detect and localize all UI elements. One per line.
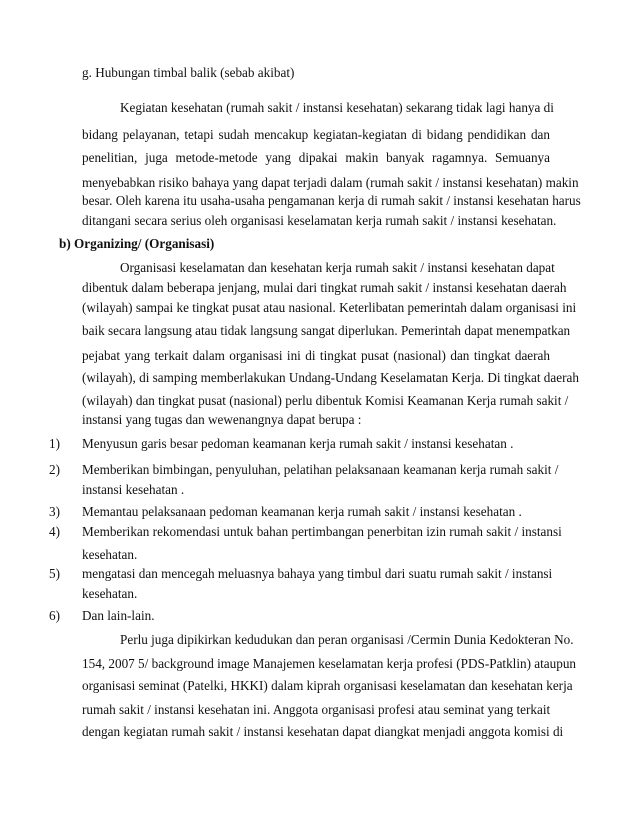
closing-paragraph-line: 154, 2007 5/ background image Manajemen keselamatan kerja profesi (PDS-Patklin) ataupun	[82, 656, 577, 671]
section-g-paragraph-line: ditangani secara serius oleh organisasi keselamatan kerja rumah sakit / instansi kesehatan.	[82, 213, 557, 228]
list-item-number: 6)	[49, 608, 60, 623]
section-b-paragraph-line: (wilayah) dan tingkat pusat (nasional) perlu dibentuk Komisi Keamanan Kerja rumah sakit /	[82, 393, 569, 408]
section-b-paragraph-line: Organisasi keselamatan dan kesehatan kerja rumah sakit / instansi kesehatan dapat	[120, 260, 555, 275]
list-item-text: Dan lain-lain.	[82, 608, 155, 623]
list-item-text: kesehatan.	[82, 586, 138, 601]
list-item-text: Memberikan bimbingan, penyuluhan, pelatihan pelaksanaan keamanan kerja rumah sakit /	[82, 462, 559, 477]
list-item-text: mengatasi dan mencegah meluasnya bahaya yang timbul dari suatu rumah sakit / instansi	[82, 566, 553, 581]
closing-paragraph-line: organisasi seminat (Patelki, HKKI) dalam kiprah organisasi keselamatan dan kesehatan kerja	[82, 678, 573, 693]
closing-paragraph-line: rumah sakit / instansi kesehatan ini. Anggota organisasi profesi atau seminat yang terkait	[82, 702, 551, 717]
section-g-paragraph-line: menyebabkan risiko bahaya yang dapat terjadi dalam (rumah sakit / instansi kesehatan) makin	[82, 175, 579, 190]
section-b-paragraph-line: instansi yang tugas dan wewenangnya dapat berupa :	[82, 412, 362, 427]
section-b-heading: b) Organizing/ (Organisasi)	[59, 236, 215, 251]
list-item-text: Memantau pelaksanaan pedoman keamanan kerja rumah sakit / instansi kesehatan .	[82, 504, 522, 519]
section-g-paragraph-line: penelitian, juga metode-metode yang dipakai makin banyak ragamnya. Semuanya	[82, 150, 550, 165]
section-b-paragraph-line: (wilayah), di samping memberlakukan Undang-Undang Keselamatan Kerja. Di tingkat daerah	[82, 370, 579, 385]
list-item-text: instansi kesehatan .	[82, 482, 185, 497]
section-g-paragraph-line: bidang pelayanan, tetapi sudah mencakup kegiatan-kegiatan di bidang pendidikan dan	[82, 127, 550, 142]
section-b-paragraph-line: baik secara langsung atau tidak langsung sangat diperlukan. Pemerintah dapat menempatkan	[82, 323, 571, 338]
list-item-number: 5)	[49, 566, 60, 581]
section-g-heading: g. Hubungan timbal balik (sebab akibat)	[82, 65, 295, 80]
section-g-paragraph-line: Kegiatan kesehatan (rumah sakit / instansi kesehatan) sekarang tidak lagi hanya di	[120, 100, 554, 115]
list-item-text: kesehatan.	[82, 547, 138, 562]
section-b-paragraph-line: (wilayah) sampai ke tingkat pusat atau nasional. Keterlibatan pemerintah dalam organisasi ini	[82, 300, 577, 315]
list-item-text: Menyusun garis besar pedoman keamanan kerja rumah sakit / instansi kesehatan .	[82, 436, 514, 451]
closing-paragraph-line: dengan kegiatan rumah sakit / instansi kesehatan dapat diangkat menjadi anggota komisi di	[82, 724, 564, 739]
list-item-number: 3)	[49, 504, 60, 519]
list-item-number: 4)	[49, 524, 60, 539]
section-b-paragraph-line: dibentuk dalam beberapa jenjang, mulai dari tingkat rumah sakit / instansi kesehatan daerah	[82, 280, 567, 295]
list-item-text: Memberikan rekomendasi untuk bahan pertimbangan penerbitan izin rumah sakit / instansi	[82, 524, 562, 539]
closing-paragraph-line: Perlu juga dipikirkan kedudukan dan peran organisasi /Cermin Dunia Kedokteran No.	[120, 632, 574, 647]
list-item-number: 2)	[49, 462, 60, 477]
section-b-paragraph-line: pejabat yang terkait dalam organisasi ini di tingkat pusat (nasional) dan tingkat daerah	[82, 348, 550, 363]
list-item-number: 1)	[49, 436, 60, 451]
section-g-paragraph-line: besar. Oleh karena itu usaha-usaha pengamanan kerja di rumah sakit / instansi kesehatan harus	[82, 193, 581, 208]
